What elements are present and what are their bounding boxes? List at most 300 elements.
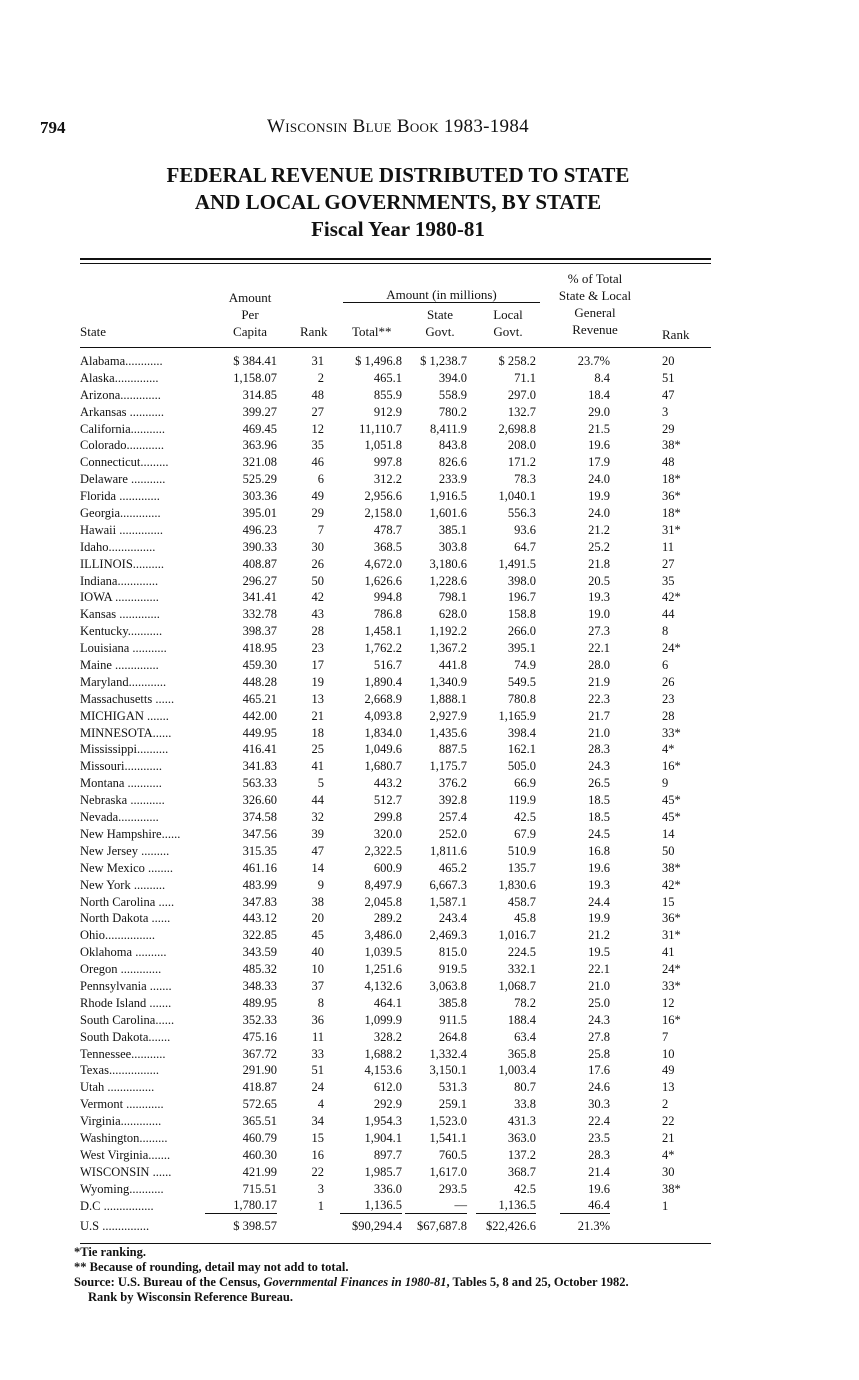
cell-per-capita: 525.29 bbox=[242, 472, 277, 487]
cell-state: North Dakota ...... bbox=[80, 911, 171, 926]
running-head bbox=[0, 116, 796, 138]
cell-pct: 24.4 bbox=[588, 894, 610, 909]
cell-rank: 27 bbox=[311, 404, 324, 419]
cell-general-rank: 38* bbox=[662, 438, 681, 453]
cell-state-govt: 8,411.9 bbox=[429, 421, 467, 436]
cell-pct: 26.5 bbox=[588, 776, 610, 791]
table-row bbox=[0, 775, 859, 792]
header-rank: Rank bbox=[300, 324, 328, 339]
cell-per-capita: 408.87 bbox=[242, 556, 277, 571]
cell-total: 2,322.5 bbox=[364, 843, 402, 858]
cell-per-capita: 496.23 bbox=[242, 522, 277, 537]
cell-general-rank: 50 bbox=[662, 843, 675, 858]
cell-state: Indiana............. bbox=[80, 573, 159, 588]
cell-total: 612.0 bbox=[373, 1080, 402, 1095]
cell-rank: 3 bbox=[317, 1181, 324, 1196]
cell-state: Vermont ............ bbox=[80, 1097, 164, 1112]
cell-rank: 23 bbox=[311, 641, 324, 656]
table-row bbox=[0, 1130, 859, 1147]
table-row bbox=[0, 995, 859, 1012]
cell-state: Idaho............... bbox=[80, 539, 156, 554]
page-title-line-2: AND LOCAL GOVERNMENTS, BY STATE bbox=[194, 190, 602, 214]
cell-pct: 28.3 bbox=[588, 1147, 610, 1162]
cell-per-capita: 421.99 bbox=[242, 1164, 277, 1179]
cell-state-govt: — bbox=[405, 1198, 467, 1214]
cell-state-govt: 1,175.7 bbox=[429, 759, 467, 774]
cell-state: Wyoming........... bbox=[80, 1181, 164, 1196]
table-row bbox=[0, 657, 859, 674]
cell-total: 786.8 bbox=[373, 607, 402, 622]
cell-per-capita: 572.65 bbox=[242, 1097, 277, 1112]
table-row bbox=[0, 1079, 859, 1096]
cell-pct: 21.9 bbox=[588, 674, 610, 689]
cell-state-govt: 843.8 bbox=[438, 438, 467, 453]
cell-pct: 22.3 bbox=[588, 691, 610, 706]
cell-rank: 43 bbox=[311, 607, 324, 622]
cell-pct: 22.1 bbox=[588, 641, 610, 656]
cell-total: 997.8 bbox=[373, 455, 402, 470]
header-per-capita-line-1: Amount bbox=[228, 290, 272, 305]
title-block bbox=[0, 162, 796, 243]
cell-total: 2,668.9 bbox=[364, 691, 402, 706]
cell-general-rank: 44 bbox=[662, 607, 675, 622]
cell-per-capita: 461.16 bbox=[242, 860, 277, 875]
cell-state-govt: 531.3 bbox=[438, 1080, 467, 1095]
cell-pct: 24.3 bbox=[588, 759, 610, 774]
cell-state: Montana ........... bbox=[80, 776, 162, 791]
cell-local-govt: 45.8 bbox=[514, 911, 536, 926]
cell-general-rank: 9 bbox=[662, 776, 669, 791]
cell-rank: 6 bbox=[317, 472, 324, 487]
cell-general-rank: 45* bbox=[662, 793, 681, 808]
table-row bbox=[0, 944, 859, 961]
cell-local-govt: 33.8 bbox=[514, 1097, 536, 1112]
table-row bbox=[0, 488, 859, 505]
cell-per-capita: 443.12 bbox=[242, 911, 277, 926]
cell-state: Alaska.............. bbox=[80, 370, 159, 385]
cell-total: 336.0 bbox=[373, 1181, 402, 1196]
cell-total: 1,834.0 bbox=[364, 725, 402, 740]
cell-local-govt: 297.0 bbox=[507, 387, 536, 402]
cell-pct: 21.0 bbox=[588, 978, 610, 993]
cell-pct: 19.3 bbox=[588, 877, 610, 892]
table-row bbox=[0, 471, 859, 488]
cell-total: 299.8 bbox=[373, 810, 402, 825]
cell-pct: 17.9 bbox=[588, 455, 610, 470]
cell-per-capita: 459.30 bbox=[242, 658, 277, 673]
cell-pct: 19.6 bbox=[588, 438, 610, 453]
cell-local-govt: 398.0 bbox=[507, 573, 536, 588]
cell-local-govt: 398.4 bbox=[507, 725, 536, 740]
table-row bbox=[0, 1198, 859, 1215]
cell-local-govt: 66.9 bbox=[514, 776, 536, 791]
cell-local-govt: 93.6 bbox=[514, 522, 536, 537]
header-state-govt-line-2: Govt. bbox=[425, 324, 455, 339]
cell-state-govt: 385.1 bbox=[438, 522, 467, 537]
table-row bbox=[0, 421, 859, 438]
header-amount-span: Amount (in millions) bbox=[386, 287, 497, 302]
cell-general-rank: 36* bbox=[662, 489, 681, 504]
cell-general-rank: 35 bbox=[662, 573, 675, 588]
cell-state: New Hampshire...... bbox=[80, 826, 181, 841]
cell-local-govt: 266.0 bbox=[507, 624, 536, 639]
cell-rank: 2 bbox=[317, 370, 324, 385]
cell-rank: 1 bbox=[317, 1198, 324, 1213]
cell-general-rank: 16* bbox=[662, 759, 681, 774]
cell-general-rank: 27 bbox=[662, 556, 675, 571]
cell-state: Georgia............. bbox=[80, 506, 161, 521]
header-general-rank: Rank bbox=[662, 327, 690, 342]
cell-per-capita: 460.30 bbox=[242, 1147, 277, 1162]
table-row bbox=[0, 927, 859, 944]
cell-state-govt: 1,435.6 bbox=[429, 725, 467, 740]
cell-per-capita: $ 398.57 bbox=[233, 1219, 277, 1234]
cell-local-govt: 78.3 bbox=[514, 472, 536, 487]
cell-total: 897.7 bbox=[373, 1147, 402, 1162]
table-row bbox=[0, 691, 859, 708]
cell-local-govt: 162.1 bbox=[507, 742, 536, 757]
cell-local-govt: 80.7 bbox=[514, 1080, 536, 1095]
cell-rank: 11 bbox=[311, 1029, 324, 1044]
table-row bbox=[0, 387, 859, 404]
table-row bbox=[0, 877, 859, 894]
cell-state: Oklahoma .......... bbox=[80, 945, 167, 960]
cell-total: 1,762.2 bbox=[364, 641, 402, 656]
cell-total: 3,486.0 bbox=[364, 928, 402, 943]
page-title-line-1: FEDERAL REVENUE DISTRIBUTED TO STATE bbox=[166, 163, 630, 187]
table-row bbox=[0, 623, 859, 640]
cell-state-govt: 441.8 bbox=[438, 658, 467, 673]
table-row bbox=[0, 522, 859, 539]
cell-state-govt: $67,687.8 bbox=[417, 1219, 467, 1234]
cell-per-capita: 303.36 bbox=[242, 489, 277, 504]
cell-local-govt: 395.1 bbox=[507, 641, 536, 656]
cell-state: Connecticut......... bbox=[80, 455, 169, 470]
cell-pct: 19.9 bbox=[588, 489, 610, 504]
cell-rank: 45 bbox=[311, 928, 324, 943]
cell-per-capita: 1,780.17 bbox=[205, 1198, 277, 1214]
cell-total: 1,904.1 bbox=[364, 1130, 402, 1145]
cell-local-govt: 505.0 bbox=[507, 759, 536, 774]
cell-state: Pennsylvania ....... bbox=[80, 978, 172, 993]
cell-state: Ohio................ bbox=[80, 928, 155, 943]
cell-local-govt: 1,040.1 bbox=[498, 489, 536, 504]
header-state: State bbox=[80, 324, 106, 339]
table-row bbox=[0, 860, 859, 877]
cell-state: IOWA .............. bbox=[80, 590, 159, 605]
cell-per-capita: 460.79 bbox=[242, 1130, 277, 1145]
cell-pct: 24.3 bbox=[588, 1012, 610, 1027]
cell-pct: 24.0 bbox=[588, 472, 610, 487]
table-row bbox=[0, 910, 859, 927]
cell-rank: 37 bbox=[311, 978, 324, 993]
cell-rank: 21 bbox=[311, 708, 324, 723]
cell-rank: 48 bbox=[311, 387, 324, 402]
cell-state-govt: 887.5 bbox=[438, 742, 467, 757]
cell-rank: 44 bbox=[311, 793, 324, 808]
cell-state-govt: 558.9 bbox=[438, 387, 467, 402]
cell-local-govt: 363.0 bbox=[507, 1130, 536, 1145]
cell-state-govt: 1,916.5 bbox=[429, 489, 467, 504]
table-row bbox=[0, 1113, 859, 1130]
header-per-capita-line-3: Capita bbox=[233, 324, 267, 339]
table-row bbox=[0, 1147, 859, 1164]
footnote-rounding: ** Because of rounding, detail may not add to total. bbox=[74, 1260, 349, 1274]
cell-pct: 18.5 bbox=[588, 810, 610, 825]
cell-state: Washington......... bbox=[80, 1130, 168, 1145]
cell-local-govt: 1,830.6 bbox=[498, 877, 536, 892]
cell-local-govt: 332.1 bbox=[507, 962, 536, 977]
cell-local-govt: 780.8 bbox=[507, 691, 536, 706]
cell-pct: 24.0 bbox=[588, 506, 610, 521]
cell-general-rank: 10 bbox=[662, 1046, 675, 1061]
cell-state-govt: 2,469.3 bbox=[429, 928, 467, 943]
table-row bbox=[0, 640, 859, 657]
cell-state-govt: 628.0 bbox=[438, 607, 467, 622]
cell-state-govt: 465.2 bbox=[438, 860, 467, 875]
cell-state-govt: 376.2 bbox=[438, 776, 467, 791]
cell-per-capita: 390.33 bbox=[242, 539, 277, 554]
table-body bbox=[0, 353, 859, 1235]
cell-general-rank: 20 bbox=[662, 354, 675, 368]
cell-state-govt: 1,332.4 bbox=[429, 1046, 467, 1061]
cell-per-capita: 449.95 bbox=[242, 725, 277, 740]
cell-state-govt: 252.0 bbox=[438, 826, 467, 841]
cell-state-govt: 1,228.6 bbox=[429, 573, 467, 588]
cell-local-govt: 63.4 bbox=[514, 1029, 536, 1044]
cell-pct: 23.7% bbox=[577, 354, 610, 368]
cell-rank: 40 bbox=[311, 945, 324, 960]
cell-per-capita: 416.41 bbox=[242, 742, 277, 757]
cell-state: Hawaii .............. bbox=[80, 522, 163, 537]
cell-total: 1,680.7 bbox=[364, 759, 402, 774]
cell-pct: 21.7 bbox=[588, 708, 610, 723]
cell-state: New Mexico ........ bbox=[80, 860, 174, 875]
cell-pct: 18.4 bbox=[588, 387, 610, 402]
cell-local-govt: 188.4 bbox=[507, 1012, 536, 1027]
cell-pct: 16.8 bbox=[588, 843, 610, 858]
cell-general-rank: 42* bbox=[662, 877, 681, 892]
table-row bbox=[0, 741, 859, 758]
cell-state: Missouri............ bbox=[80, 759, 162, 774]
cell-per-capita: 374.58 bbox=[242, 810, 277, 825]
cell-pct: 19.5 bbox=[588, 945, 610, 960]
cell-state: WISCONSIN ...... bbox=[80, 1164, 172, 1179]
cell-rank: 13 bbox=[311, 691, 324, 706]
cell-total: 1,251.6 bbox=[364, 962, 402, 977]
cell-state-govt: 1,541.1 bbox=[429, 1130, 467, 1145]
table-row bbox=[0, 792, 859, 809]
cell-total: 328.2 bbox=[373, 1029, 402, 1044]
cell-state: Tennessee........... bbox=[80, 1046, 166, 1061]
cell-rank: 41 bbox=[311, 759, 324, 774]
cell-pct: 27.8 bbox=[588, 1029, 610, 1044]
cell-local-govt: 42.5 bbox=[514, 810, 536, 825]
cell-general-rank: 51 bbox=[662, 370, 675, 385]
cell-general-rank: 47 bbox=[662, 387, 675, 402]
cell-per-capita: 365.51 bbox=[242, 1114, 277, 1129]
cell-total: 4,093.8 bbox=[364, 708, 402, 723]
cell-general-rank: 26 bbox=[662, 674, 675, 689]
cell-rank: 34 bbox=[311, 1114, 324, 1129]
cell-state-govt: 3,150.1 bbox=[429, 1063, 467, 1078]
cell-rank: 49 bbox=[311, 489, 324, 504]
cell-local-govt: 119.9 bbox=[508, 793, 536, 808]
cell-local-govt: 171.2 bbox=[507, 455, 536, 470]
cell-state: South Carolina...... bbox=[80, 1012, 175, 1027]
cell-general-rank: 2 bbox=[662, 1097, 669, 1112]
cell-rank: 28 bbox=[311, 624, 324, 639]
cell-state: Texas................ bbox=[80, 1063, 159, 1078]
cell-per-capita: 348.33 bbox=[242, 978, 277, 993]
cell-pct: 22.4 bbox=[588, 1114, 610, 1129]
footnote-source bbox=[74, 1275, 714, 1290]
cell-per-capita: 489.95 bbox=[242, 995, 277, 1010]
cell-per-capita: 418.95 bbox=[242, 641, 277, 656]
cell-local-govt: $ 258.2 bbox=[498, 354, 536, 368]
cell-local-govt: 42.5 bbox=[514, 1181, 536, 1196]
table-bottom-rule bbox=[80, 1243, 711, 1244]
page-number: 794 bbox=[40, 118, 66, 137]
footnote-tie: *Tie ranking. bbox=[74, 1245, 147, 1259]
cell-local-govt: 549.5 bbox=[507, 674, 536, 689]
cell-rank: 33 bbox=[311, 1046, 324, 1061]
cell-general-rank: 18* bbox=[662, 506, 681, 521]
cell-state-govt: 1,617.0 bbox=[429, 1164, 467, 1179]
cell-state: ILLINOIS.......... bbox=[80, 556, 165, 571]
cell-general-rank: 13 bbox=[662, 1080, 675, 1095]
cell-per-capita: 326.60 bbox=[242, 793, 277, 808]
cell-total: 465.1 bbox=[373, 370, 402, 385]
cell-local-govt: 67.9 bbox=[514, 826, 536, 841]
cell-general-rank: 4* bbox=[662, 742, 675, 757]
cell-rank: 25 bbox=[311, 742, 324, 757]
cell-total: 912.9 bbox=[373, 404, 402, 419]
cell-pct: 19.6 bbox=[588, 860, 610, 875]
cell-general-rank: 28 bbox=[662, 708, 675, 723]
cell-rank: 22 bbox=[311, 1164, 324, 1179]
cell-state-govt: 780.2 bbox=[438, 404, 467, 419]
cell-pct: 27.3 bbox=[588, 624, 610, 639]
cell-state-govt: 826.6 bbox=[438, 455, 467, 470]
cell-general-rank: 42* bbox=[662, 590, 681, 605]
page-subtitle: Fiscal Year 1980-81 bbox=[311, 217, 485, 241]
cell-per-capita: 341.83 bbox=[242, 759, 277, 774]
cell-rank: 42 bbox=[311, 590, 324, 605]
cell-general-rank: 38* bbox=[662, 860, 681, 875]
cell-general-rank: 6 bbox=[662, 658, 669, 673]
cell-state-govt: $ 1,238.7 bbox=[420, 354, 467, 368]
cell-total: 1,458.1 bbox=[364, 624, 402, 639]
cell-general-rank: 41 bbox=[662, 945, 675, 960]
cell-state-govt: 3,180.6 bbox=[429, 556, 467, 571]
cell-general-rank: 8 bbox=[662, 624, 669, 639]
cell-local-govt: 135.7 bbox=[507, 860, 536, 875]
cell-total: 292.9 bbox=[373, 1097, 402, 1112]
table-row bbox=[0, 404, 859, 421]
cell-state: Mississippi.......... bbox=[80, 742, 169, 757]
table-row bbox=[0, 437, 859, 454]
cell-total: 443.2 bbox=[373, 776, 402, 791]
cell-rank: 14 bbox=[311, 860, 324, 875]
cell-pct: 22.1 bbox=[588, 962, 610, 977]
table-row bbox=[0, 894, 859, 911]
cell-state-govt: 392.8 bbox=[438, 793, 467, 808]
cell-state-govt: 911.5 bbox=[439, 1012, 467, 1027]
cell-state-govt: 243.4 bbox=[438, 911, 467, 926]
table-top-rule bbox=[80, 258, 711, 264]
cell-state: Rhode Island ....... bbox=[80, 995, 172, 1010]
cell-general-rank: 1 bbox=[662, 1198, 669, 1213]
cell-total: 312.2 bbox=[373, 472, 402, 487]
cell-total: 320.0 bbox=[373, 826, 402, 841]
cell-total: 289.2 bbox=[373, 911, 402, 926]
cell-state: Alabama............ bbox=[80, 354, 163, 368]
cell-state: MINNESOTA...... bbox=[80, 725, 172, 740]
cell-total: 4,132.6 bbox=[364, 978, 402, 993]
cell-per-capita: 314.85 bbox=[242, 387, 277, 402]
cell-per-capita: 352.33 bbox=[242, 1012, 277, 1027]
cell-per-capita: 563.33 bbox=[242, 776, 277, 791]
cell-general-rank: 18* bbox=[662, 472, 681, 487]
footnote-source-title: Governmental Finances in 1980-81 bbox=[263, 1275, 447, 1289]
cell-total: 1,890.4 bbox=[364, 674, 402, 689]
header-pct-line-1: % of Total bbox=[567, 271, 623, 286]
table-row bbox=[0, 589, 859, 606]
table-row bbox=[0, 606, 859, 623]
table-row bbox=[0, 978, 859, 995]
table-row bbox=[0, 708, 859, 725]
cell-rank: 30 bbox=[311, 539, 324, 554]
cell-rank: 51 bbox=[311, 1063, 324, 1078]
cell-rank: 16 bbox=[311, 1147, 324, 1162]
header-pct-line-3: General bbox=[574, 305, 616, 320]
cell-general-rank: 29 bbox=[662, 421, 675, 436]
cell-state: D.C ................ bbox=[80, 1198, 154, 1213]
cell-state: Louisiana ........... bbox=[80, 641, 167, 656]
cell-state-govt: 3,063.8 bbox=[429, 978, 467, 993]
cell-general-rank: 16* bbox=[662, 1012, 681, 1027]
cell-rank: 17 bbox=[311, 658, 324, 673]
cell-pct: 24.6 bbox=[588, 1080, 610, 1095]
cell-state: Delaware ........... bbox=[80, 472, 166, 487]
cell-state: Colorado............ bbox=[80, 438, 165, 453]
table-row bbox=[0, 1012, 859, 1029]
header-per-capita bbox=[215, 289, 285, 340]
table-row bbox=[0, 1046, 859, 1063]
cell-local-govt: 1,165.9 bbox=[498, 708, 536, 723]
cell-state: Arkansas ........... bbox=[80, 404, 165, 419]
cell-total: 1,039.5 bbox=[364, 945, 402, 960]
cell-state-govt: 815.0 bbox=[438, 945, 467, 960]
cell-state-govt: 257.4 bbox=[438, 810, 467, 825]
header-state-govt bbox=[410, 306, 470, 340]
cell-general-rank: 24* bbox=[662, 641, 681, 656]
cell-state-govt: 394.0 bbox=[438, 370, 467, 385]
cell-state-govt: 2,927.9 bbox=[429, 708, 467, 723]
cell-state: West Virginia....... bbox=[80, 1147, 171, 1162]
cell-per-capita: 291.90 bbox=[242, 1063, 277, 1078]
cell-total: 4,153.6 bbox=[364, 1063, 402, 1078]
cell-general-rank: 36* bbox=[662, 911, 681, 926]
cell-general-rank: 3 bbox=[662, 404, 669, 419]
cell-rank: 15 bbox=[311, 1130, 324, 1145]
cell-rank: 8 bbox=[317, 995, 324, 1010]
cell-per-capita: 418.87 bbox=[242, 1080, 277, 1095]
cell-general-rank: 7 bbox=[662, 1029, 669, 1044]
cell-local-govt: 74.9 bbox=[514, 658, 536, 673]
cell-per-capita: $ 384.41 bbox=[233, 354, 277, 368]
